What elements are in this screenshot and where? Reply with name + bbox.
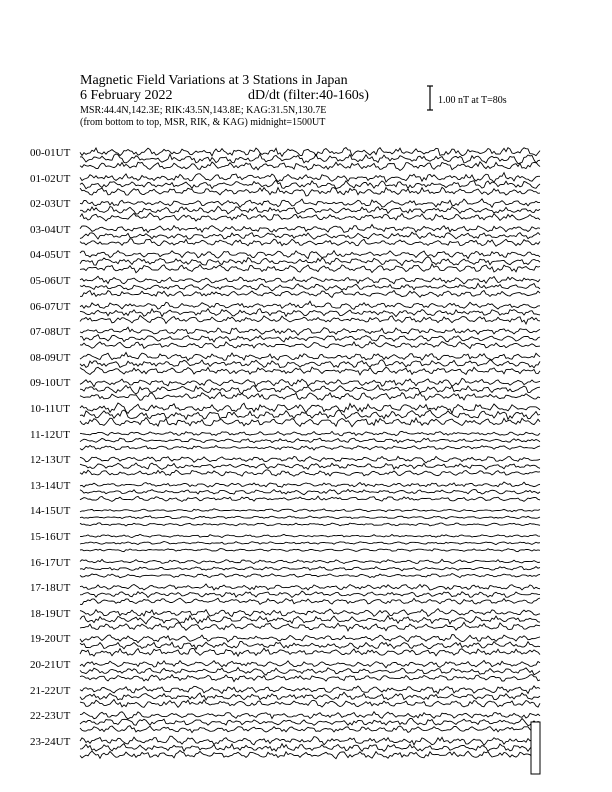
trace-msr [80,549,540,552]
trace-kag [80,509,540,512]
trace-kag [80,251,540,259]
row-label: 21-22UT [30,684,71,697]
row-label: 04-05UT [30,249,71,262]
row-label: 16-17UT [30,556,71,569]
trace-msr [80,418,540,427]
trace-rik [80,616,540,624]
trace-kag [80,712,540,719]
chart-title: Magnetic Field Variations at 3 Stations in Japan [80,73,348,88]
trace-kag [80,353,540,361]
row-label: 15-16UT [30,531,71,543]
trace-rik [80,360,540,368]
trace-msr [80,367,540,375]
trace-kag [80,327,540,335]
trace-kag [80,301,540,309]
trace-kag [80,431,540,435]
trace-rik [80,232,540,239]
trace-msr [80,470,540,476]
trace-kag [80,276,540,284]
trace-msr [80,446,540,451]
trace-msr [80,574,540,578]
row-label: 22-23UT [30,710,71,723]
chart-date: 6 February 2022 [80,88,173,103]
row-label: 14-15UT [30,505,71,518]
trace-rik [80,257,540,266]
trace-kag [80,736,540,745]
trace-rik [80,692,540,700]
trace-rik [80,668,540,676]
row-label: 11-12UT [30,428,70,441]
scale-label: 1.00 nT at T=80s [438,95,507,106]
trace-msr [80,239,540,247]
trace-msr [80,342,540,349]
trace-rik [80,154,540,164]
row-label: 09-10UT [30,377,71,390]
trace-msr [80,523,540,526]
row-label: 20-21UT [30,659,71,671]
end-marker [531,722,540,774]
row-label: 05-06UT [30,275,71,287]
trace-msr [80,675,540,682]
chart-filter: dD/dt (filter:40-160s) [248,88,369,103]
trace-kag [80,403,540,413]
trace-msr [80,162,540,171]
row-label: 13-14UT [30,479,71,492]
row-label: 01-02UT [30,172,71,185]
trace-kag [80,686,540,694]
trace-rik [80,180,540,189]
trace-msr [80,315,540,324]
trace-kag [80,534,540,537]
row-label: 02-03UT [30,198,71,211]
trace-rik [80,335,540,342]
row-label: 19-20UT [30,633,71,646]
trace-rik [80,719,540,726]
trace-msr [80,648,540,656]
trace-msr [80,598,540,605]
trace-kag [80,559,540,563]
trace-kag [80,609,540,617]
trace-msr [80,213,540,221]
trace-kag [80,661,540,668]
trace-kag [80,584,540,590]
trace-rik [80,542,540,545]
trace-rik [80,642,540,650]
row-label: 06-07UT [30,300,71,313]
trace-kag [80,635,540,643]
trace-msr [80,622,540,631]
station-coordinates: MSR:44.4N,142.3E; RIK:43.5N,143.8E; KAG:31.5N,130.7E [80,105,327,116]
trace-rik [80,591,540,597]
trace-rik [80,463,540,469]
trace-msr [80,392,540,400]
row-label: 10-11UT [30,403,70,415]
trace-msr [80,187,540,196]
trace-rik [80,309,540,317]
trace-msr [80,700,540,708]
trace-rik [80,206,540,214]
station-order-note: (from bottom to top, MSR, RIK, & KAG) midnight=1500UT [80,117,326,128]
trace-kag [80,148,540,157]
trace-msr [80,751,540,759]
row-label: 03-04UT [30,223,71,236]
row-label: 07-08UT [30,326,71,339]
trace-rik [80,567,540,571]
row-label: 00-01UT [30,147,71,159]
trace-kag [80,378,540,386]
trace-kag [80,199,540,207]
trace-rik [80,438,540,443]
trace-msr [80,496,540,501]
trace-msr [80,264,540,273]
trace-kag [80,482,540,487]
row-label: 12-13UT [30,454,71,467]
trace-rik [80,489,540,494]
row-label: 08-09UT [30,351,71,364]
row-label: 17-18UT [30,582,71,595]
trace-rik [80,516,540,519]
trace-rik [80,744,540,752]
row-label: 23-24UT [30,735,71,748]
trace-kag [80,173,540,183]
trace-msr [80,291,540,298]
trace-rik [80,283,540,291]
trace-kag [80,225,540,233]
trace-rik [80,410,540,420]
trace-msr [80,726,540,733]
trace-kag [80,456,540,463]
row-label: 18-19UT [30,607,71,620]
